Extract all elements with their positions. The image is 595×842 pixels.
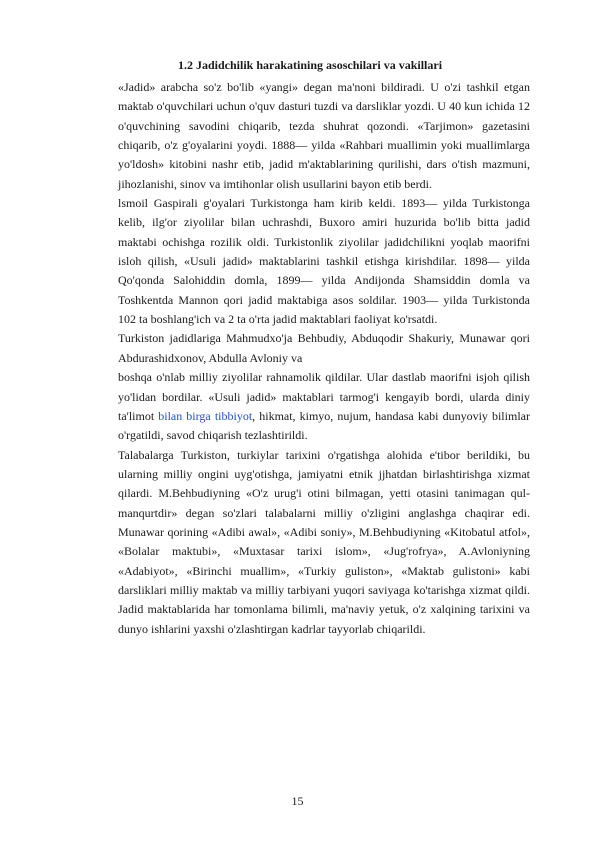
section-heading: 1.2 Jadidchilik harakatining asoschilari va vakillari — [178, 58, 443, 72]
body-text — [118, 78, 530, 639]
paragraph-4-text-end: , hikmat, kimyo, nujum, handasa kabi dunyoviy bilimlar o'rgatildi, savod chiqarish tezlashtirildi. — [118, 408, 530, 443]
paragraph-4 — [118, 368, 530, 445]
paragraph-2: lsmoil Gaspirali g'oyalari Turkistonga ham kirib keldi. 1893— yilda Turkistonga kelib, ilg'or ziyolilar bilan uchrashdi, Buxoro amiri huzurida bo'lib bitta jadid maktabi ochishga rozilik oldi. Turkistonlik ziyolilar jadidchilikni yoqlab maorifni isloh qilish, «Usuli jadid» maktablarini tashkil etishga kirishdilar. 1898— yilda Qo'qonda Salohiddin domla, 1899— yilda Andijonda Shamsiddin domla va Toshkentda Mannon qori jadid maktabiga asos soldilar. 1903— yilda Turkistonda 102 ta boshlang'ich va 2 ta o'rta jadid maktablari faoliyat ko'rsatdi. — [118, 196, 530, 327]
highlighted-link[interactable]: bilan birga tibbiyot — [158, 408, 253, 423]
page-number: 15 — [291, 794, 304, 808]
paragraph-1: «Jadid» arabcha so'z bo'lib «yangi» degan ma'noni bildiradi. U o'zi tashkil etgan maktab o'quvchilari uchun o'quv dasturi tuzdi va darsliklar yozdi. U 40 kun ichida 12 o'quvchining savodini chiqarib, tezda shuhrat qozondi. «Tarjimon» gazetasini chiqarib, o'z g'oyalarini yoydi. 1888— yilda «Rahbari muallimin yoki muallimlarga yo'ldosh» kitobini nashr etib, jadid m'aktablarining qurilishi, dars o'tish mazmuni, jihozlanishi, sinov va imtihonlar olish usullarini bayon etib berdi. — [118, 80, 530, 191]
paragraph-3: Turkiston jadidlariga Mahmudxo'ja Behbudiy, Abduqodir Shakuriy, Munawar qori Abdurashidxonov, Abdulla Avloniy va — [118, 331, 530, 365]
paragraph-5: Talabalarga Turkiston, turkiylar tarixini o'rgatishga alohida e'tibor berildiki, bu ularning milliy ongini uyg'otishga, jamiyatni etnik jjhatdan birlashtirishga xizmat qilardi. M.Behbudiyning «O'z urug'i otini bilmagan, yetti otasini tanimagan qul-manqurtdir» degan so'zlari talabalarni milliy o'zligini anglashga chaqirar edi. Munawar qorining «Adibi awal», «Adibi soniy», M.Behbudiyning «Kitobatul atfol», «Bolalar maktubi», «Muxtasar tarixi islom», «Jug'rofrya», A.Avloniyning «Adabiyot», «Birinchi muallim», «Turkiy guliston», «Maktab gulistoni» kabi darsliklari milliy maktab va milliy tarbiyani yuqori saviyaga ko'tarishga xizmat qildi. Jadid maktablarida har tomonlama bilimli, ma'naviy yetuk, o'z xalqining tarixini va dunyo ishlarini yaxshi o'zlashtirgan kadrlar tayyorlab chiqarildi. — [118, 447, 530, 636]
paragraph-4-text-start: boshqa o'nlab milliy ziyolilar rahnamolik qildilar. Ular dastlab maorifni isjoh qilish yo'lidan bordilar. «Usuli jadid» maktablari tarmog'i kengayib bordi, ularda diniy ta'limot — [118, 370, 530, 423]
